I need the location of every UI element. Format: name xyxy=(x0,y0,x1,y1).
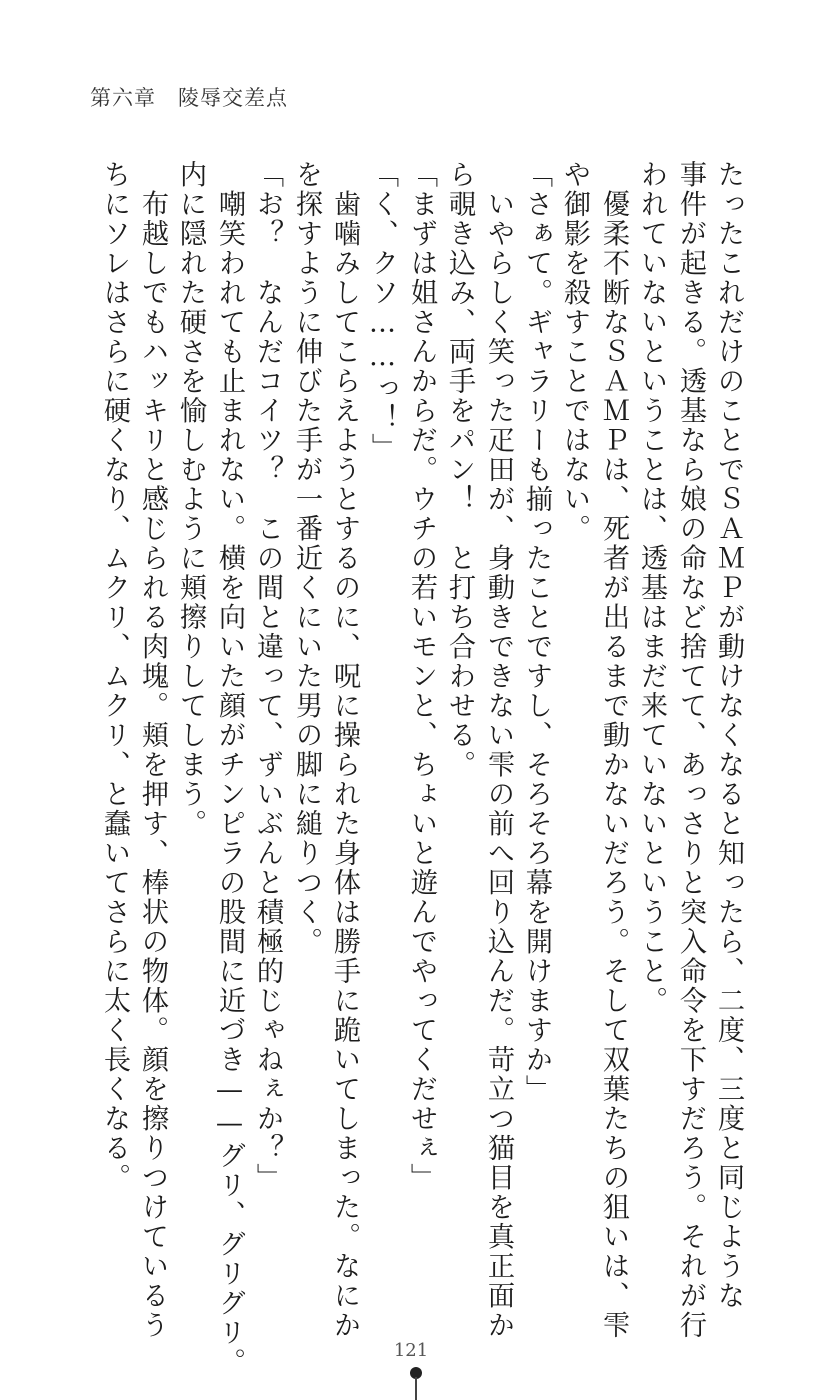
text-column: いやらしく笑った疋田が、身動きできない雫の前へ回り込んだ。苛立つ猫目を真正面か xyxy=(483,160,514,1340)
thumb-index-line xyxy=(415,1377,417,1400)
text-column: 「さぁて。ギャラリーも揃ったことですし、そろそろ幕を開けますか」 xyxy=(521,160,552,1104)
text-column: 布越しでもハッキリと感じられる肉塊。頬を押す、棒状の物体。顔を擦りつけているう xyxy=(137,160,168,1340)
text-column: 嘲笑われても止まれない。横を向いた顔がチンピラの股間に近づき——グリ、グリグリ。 xyxy=(214,160,245,1378)
text-column: われていないということは、透基はまだ来ていないということ。 xyxy=(636,160,667,1016)
page-number: 121 xyxy=(393,1340,429,1361)
text-column: ら覗き込み、両手をパン！ と打ち合わせる。 xyxy=(444,160,475,780)
text-column: 内に隠れた硬さを愉しむように頬擦りしてしまう。 xyxy=(175,160,206,839)
text-column: 優柔不断なＳＡＭＰは、死者が出るまで動かないだろう。そして双葉たちの狙いは、雫 xyxy=(598,160,629,1340)
text-column: たったこれだけのことでＳＡＭＰが動けなくなると知ったら、二度、三度と同じような xyxy=(713,160,744,1311)
text-column: を探すように伸びた手が一番近くにいた男の脚に縋りつく。 xyxy=(291,160,322,957)
text-column: 「お？ なんだコイツ？ この間と違って、ずいぶんと積極的じゃねぇか？」 xyxy=(252,160,283,1193)
text-column: 事件が起きる。透基なら娘の命など捨てて、あっさりと突入命令を下すだろう。それが行 xyxy=(675,160,706,1340)
text-column: 「く、クソ……っ！」 xyxy=(367,160,398,463)
text-column: ちにソレはさらに硬くなり、ムクリ、ムクリ、と蠢いてさらに太く長くなる。 xyxy=(99,160,130,1193)
chapter-header: 第六章 陵辱交差点 xyxy=(90,86,288,110)
text-column: 歯噛みしてこらえようとするのに、呪に操られた身体は勝手に跪いてしまった。なにか xyxy=(329,160,360,1340)
text-column: 「まずは姐さんからだ。ウチの若いモンと、ちょいと遊んでやってくだせぇ」 xyxy=(406,160,437,1193)
text-column: や御影を殺すことではない。 xyxy=(559,160,590,544)
